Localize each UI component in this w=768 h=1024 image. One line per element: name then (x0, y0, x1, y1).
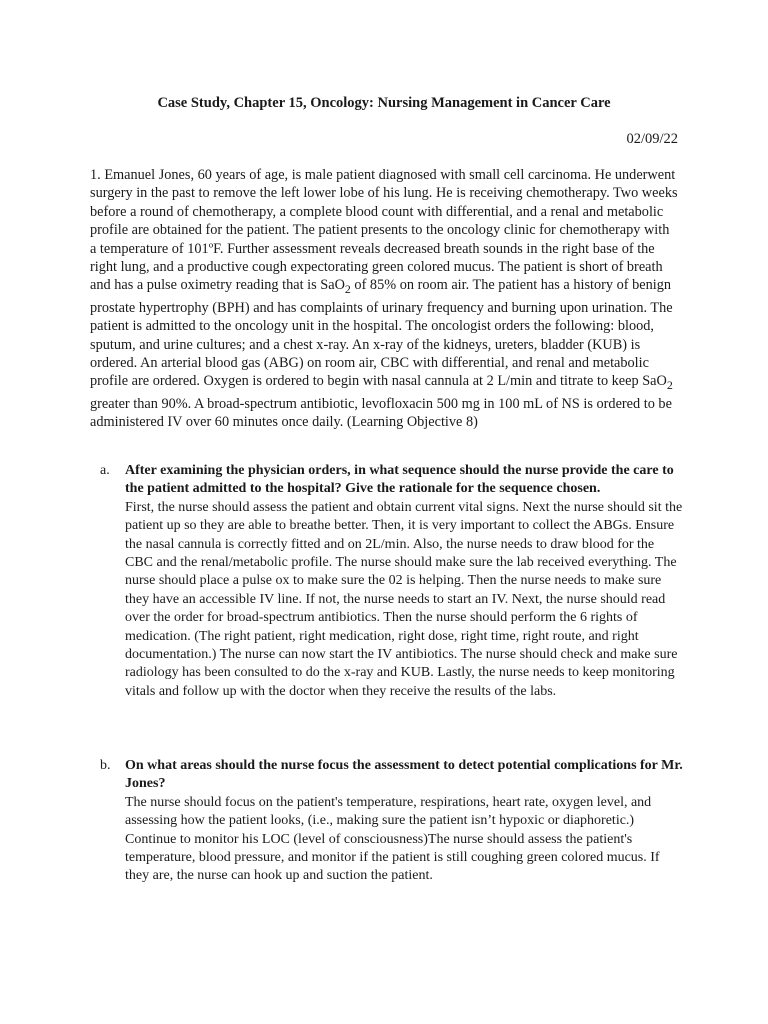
case-description (90, 166, 678, 431)
question-item-a (90, 462, 684, 701)
case-text-part-2: of 85% on room air. The patient has a history of benign prostate hypertrophy (BPH) and has complaints of urinary frequency and burning upon urination. The patient is admitted to the oncology unit in the hospital. The oncologist orders the following: blood, sputum, and urine cultures; and a chest x-ray. An x-ray of the kidneys, ureters, bladder (KUB) is ordered. An arterial blood gas (ABG) on room air, CBC with differential, and renal and metabolic profile are ordered. Oxygen is ordered to begin with nasal cannula at 2 L/min and titrate to keep SaO (90, 277, 673, 390)
document-title: Case Study, Chapter 15, Oncology: Nursing Management in Cancer Care (157, 95, 611, 111)
subscript-2: 2 (666, 378, 673, 393)
question-item-b (90, 757, 684, 886)
case-number: 1. (90, 167, 101, 183)
answer-text: First, the nurse should assess the patient and obtain current vital signs. Next the nurse should sit the patient up so they are able to breathe better. Then, it is very important to collect the ABGs. Ensure the nasal cannula is correctly fitted and on 2L/min. Also, the nurse needs to draw blood for the CBC and the renal/metabolic profile. The nurse should make sure the lab received everything. The nurse should place a pulse ox to make sure the 02 is helping. Then the nurse needs to make sure they have an accessible IV line. If not, the nurse needs to start an IV. Next, the nurse should read over the order for broad-spectrum antibiotics. Then the nurse should perform the 6 rights of medication. (The right patient, right medication, right dose, right time, right route, and right documentation.) The nurse can now start the IV antibiotics. The nurse should check and make sure radiology has been consulted to do the x-ray and KUB. Lastly, the nurse needs to keep monitoring vitals and follow up with the doctor when they receive the results of the labs. (125, 499, 683, 699)
subscript-2: 2 (344, 282, 351, 297)
document-date: 02/09/22 (626, 131, 678, 147)
list-marker: b. (100, 758, 111, 773)
answer-text: The nurse should focus on the patient's temperature, respirations, heart rate, oxygen level, and assessing how the patient looks, (i.e., making sure the patient isn’t hypoxic or diaphoretic.) Continue to monitor his LOC (level of consciousness)The nurse should assess the patient's temperature, blood pressure, and monitor if the patient is still coughing green colored mucus. If they are, the nurse can hook up and suction the patient. (125, 794, 660, 884)
question-text: On what areas should the nurse focus the assessment to detect potential complications for Mr. Jones? (125, 758, 683, 792)
question-text: After examining the physician orders, in what sequence should the nurse provide the care to the patient admitted to the hospital? Give the rationale for the sequence chosen. (125, 463, 674, 497)
list-marker: a. (100, 463, 110, 478)
case-text-part-3: greater than 90%. A broad-spectrum antibiotic, levofloxacin 500 mg in 100 mL of NS is ordered to be administered IV over 60 minutes once daily. (Learning Objective 8) (90, 395, 672, 430)
case-text-part-1: Emanuel Jones, 60 years of age, is male patient diagnosed with small cell carcinoma. He underwent surgery in the past to remove the left lower lobe of his lung. He is receiving chemotherapy. Two weeks before a round of chemotherapy, a complete blood count with differential, and a renal and metabolic profile are obtained for the patient. The patient presents to the oncology clinic for chemotherapy with a temperature of 101ºF. Further assessment reveals decreased breath sounds in the right base of the right lung, and a productive cough expectorating green colored mucus. The patient is short of breath and has a pulse oximetry reading that is SaO (90, 167, 678, 294)
